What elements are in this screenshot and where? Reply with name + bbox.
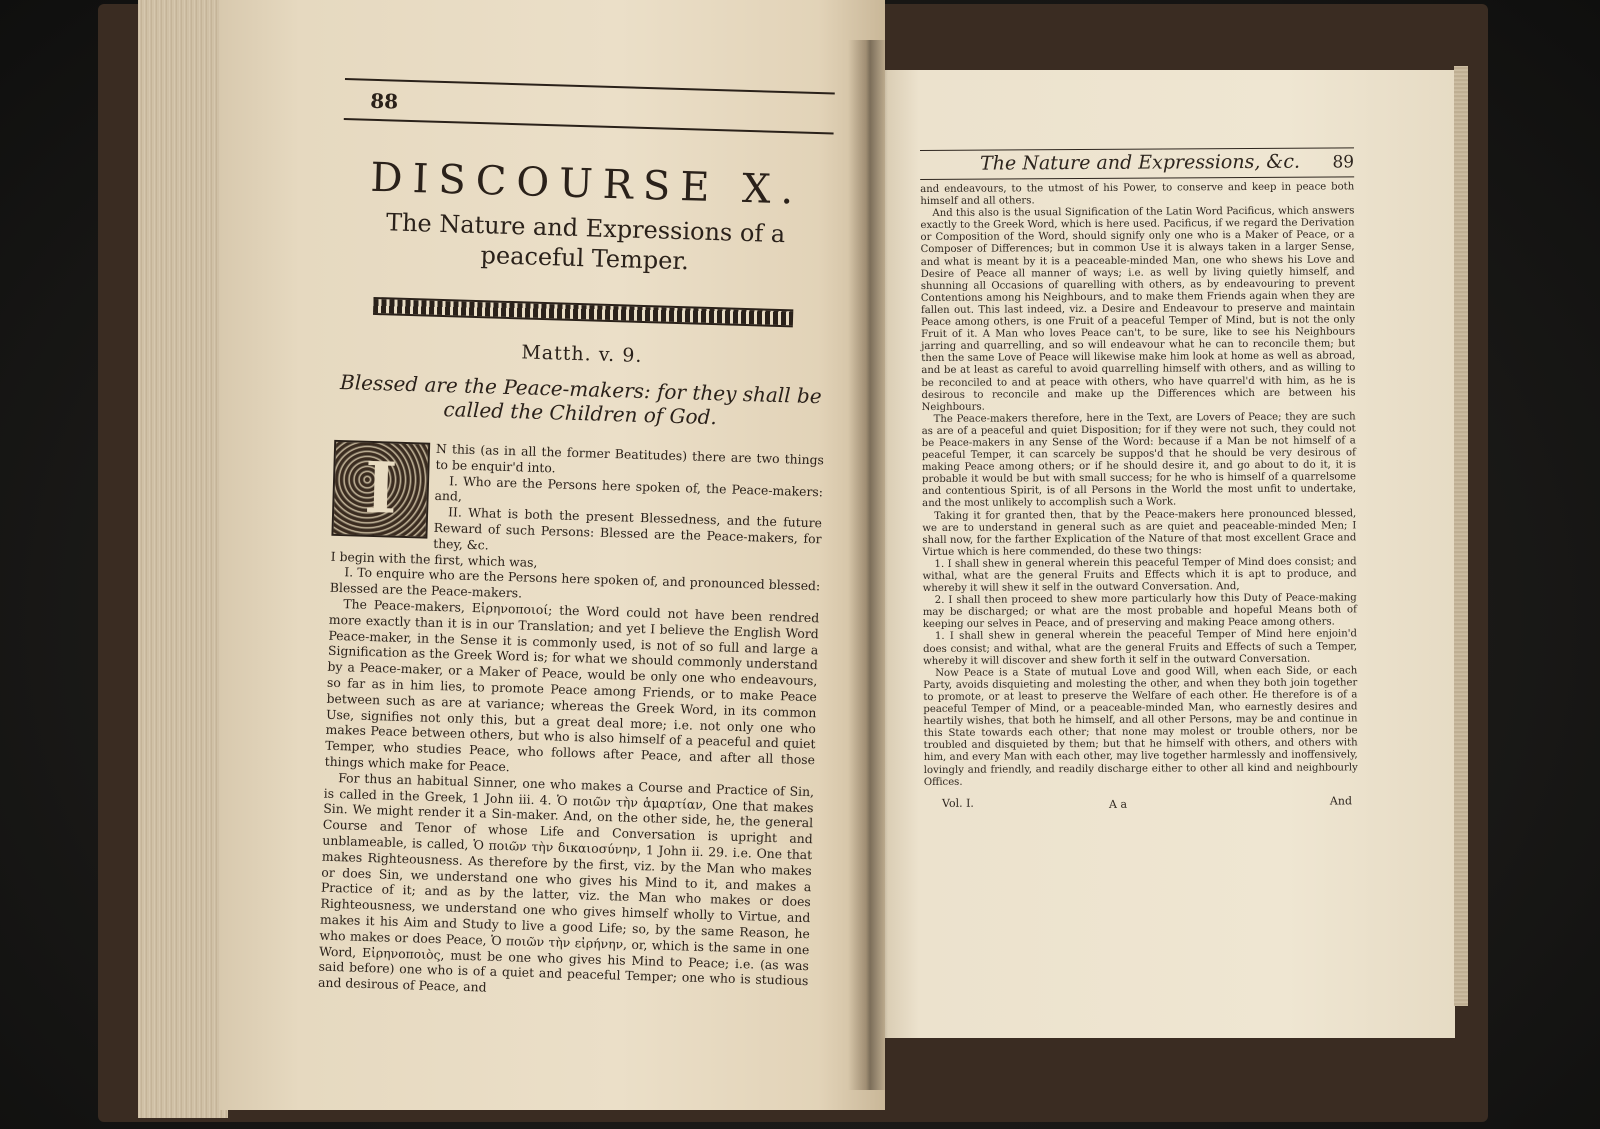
volume-label: Vol. I. <box>941 796 974 810</box>
right-page-edges <box>1454 66 1468 1006</box>
paragraph: For thus an habitual Sinner, one who makes a Course and Practice of Sin, is called in the Greek, 1 John iii. 4. Ὁ ποιῶν τὴν ἁμαρτίαν, One that makes Sin. We might render it a Sin-maker. And, on the other side, he, the general Course and Tenor of whose Life and Conversation is upright and unblameable, is called, Ὁ ποιῶν τὴν δικαιοσύνην, 1 John ii. 29. i.e. One that makes Righteousness. As therefore by the first, viz. by the Man who makes or does Sin, we understand one who gives his Mind to it, and makes a Practice of it; and as by the latter, viz. the Man who makes or does Righteousness, we understand one who gives himself wholly to Virtue, and makes it his Aim and Study to live a good Life; so, by the same Reason, he who makes or does Peace, Ὁ ποιῶν τὴν εἰρήνην, or, which is the same in one Word, Εἰρηνοποιὸς, must be one who gives his Mind to Peace; i.e. (as was said before) one who is of a quiet and peaceful Temper; one who is studious and desirous of Peace, and <box>317 769 815 995</box>
scripture-verse: Blessed are the Peace-makers: for they shall be called the Children of God. <box>339 369 822 430</box>
paragraph: 1. I shall shew in general wherein this peaceful Temper of Mind does consist; and withal, what are the general Fruits and Effects which it is apt to produce, and whereby it will shew it self in the outward Conversation. And, <box>922 556 1357 595</box>
right-page-number: 89 <box>1332 152 1355 173</box>
left-page-content <box>318 78 835 1005</box>
discourse-title: DISCOURSE X. <box>369 154 805 214</box>
paragraph: The Peace-makers therefore, here in the Text, are Lovers of Peace; they are such as are of a peaceful and quiet Disposition; for if they were not such, they could not be Peace-makers in any Sense of the Word: because if a Man be not himself of a peaceful Temper, it can scarcely be suppos'd that he should be very desirous of making Peace among others; or if he should desire it, and go about to do it, it is probable it would be but with small success; for he who is himself of a quarrelsome and contentious Spirit, is of all Persons in the World the most unfit to undertake, and the most unlikely to accomplish such a Work. <box>921 411 1357 510</box>
left-page-number: 88 <box>369 88 399 114</box>
scripture-reference: Matth. v. 9. <box>521 341 643 367</box>
running-header <box>920 148 1354 179</box>
paragraph: I begin with the first, which was, <box>330 548 538 570</box>
paragraph: and endeavours, to the utmost of his Power, to conserve and keep in peace both himself and all others. <box>920 181 1355 208</box>
paragraph: II. What is both the present Blessedness, and the future Reward of such Persons: Blessed are the Peace-makers, for they, &c. <box>433 504 823 553</box>
left-page-body <box>318 438 824 1005</box>
paragraph: 2. I shall then proceed to shew more particularly how this Duty of Peace-making may be discharged; or what are the most probable and hopeful Means both of keeping our selves in Peace, and of preserving and making Peace among others. <box>922 592 1357 631</box>
paragraph: N this (as in all the former Beatitudes) there are two things to be enquir'd into. <box>435 440 825 476</box>
running-head: The Nature and Expressions, &c. <box>980 150 1301 175</box>
paragraph: The Peace-makers, Εἰρηνοποιοί; the Word could not have been rendred more exactly than it is in our Translation; and yet I believe the English Word Peace-maker, in the Sense it is commonly used, is not of so full and large a Signification as the Greek Word is; for what we should commonly understand by a Peace-maker, or a Maker of Peace, would be only one who endeavours, so far as in him lies, to promote Peace among Friends, or to make Peace between such as are at variance; whereas the Greek Word, in its common Use, signifies not only this, but a great deal more; i.e. not only one who makes Peace between others, but who is also himself of a peaceful and quiet Temper, who studies Peace, who follows after Peace, and after all those things which make for Peace. <box>324 596 820 775</box>
signature-mark: A a <box>1108 797 1128 811</box>
drop-cap-letter: I <box>363 445 399 530</box>
paragraph: 1. I shall shew in general wherein the peaceful Temper of Mind here enjoin'd does consist; and withal, what are the general Fruits and Effects of such a Temper, whereby it will discover and shew forth it self in the outward Conversation. <box>923 628 1358 667</box>
ornamental-band <box>373 297 793 327</box>
paragraph: I. Who are the Persons here spoken of, the Peace-makers: and, <box>434 472 824 505</box>
paragraph: And this also is the usual Signification of the Latin Word Pacificus, which answers exactly to the Greek Word, which is here used. Pacificus, if we regard the Derivation or Composition of the Word, should signify only one who is a Maker of Peace, or a Composer of Differences; but in common Use it is always taken in a larger Sense, and what is meant by it is a peaceable-minded Man, one who shews his Love and Desire of Peace all manner of ways; i.e. as well by living quietly himself, and shunning all Occasions of quarelling with others, as by endeavouring to prevent Contentions among his Neighbours, and to make them Friends again when they are fallen out. This last indeed, viz. a Desire and Endeavour to preserve and maintain Peace among others, is one Fruit of a peaceful Temper of Mind, but is not the only Fruit of it. A Man who loves Peace can't, to be sure, like to see his Neighbours jarring and quarrelling, and so will endeavour what he can to reconcile them; but then the same Love of Peace will likewise make him look at home as well as abroad, and be at least as careful to avoid quarrelling himself with others, and as willing to be reconciled to and at peace with others, who have quarrel'd with him, as he is desirous to reconcile and make up the Differences which are between his Neighbours. <box>920 205 1356 413</box>
paragraph: Now Peace is a State of mutual Love and good Will, when each Side, or each Party, avoids disquieting and molesting the other, and when they both join together to promote, or at least to preserve the Welfare of each other. He therefore is of a peaceful Temper of Mind, or a peaceable-minded Man, who earnestly desires and heartily wishes, that both he himself, and all other Persons, may be and continue in this State towards each other; that none may molest or trouble others, nor be troubled and disquieted by them; but that he himself with others, and others with him, and every Man with each other, may live together harmlessly and inoffensively, lovingly and friendly, and readily discharge either to other all kind and neighbourly Offices. <box>923 665 1358 788</box>
catchword: And <box>1329 794 1353 808</box>
right-page-content <box>920 147 1358 814</box>
right-page-body <box>920 181 1358 788</box>
book-gutter <box>848 40 888 1090</box>
decorated-initial <box>331 440 430 539</box>
discourse-subtitle: The Nature and Expressions of a peaceful Temper. <box>385 208 786 276</box>
left-page-edges <box>138 0 228 1118</box>
paragraph: Taking it for granted then, that by the Peace-makers here pronounced blessed, we are to understand in general such as are quiet and peaceable-minded Men; I shall now, for the farther Explication of the Nature of that most excellent Grace and Virtue which is here commended, do these two things: <box>922 507 1357 558</box>
page-footer <box>924 792 1358 815</box>
paragraph: I. To enquire who are the Persons here spoken of, and pronounced blessed: Blessed are the Peace-makers. <box>329 564 821 601</box>
